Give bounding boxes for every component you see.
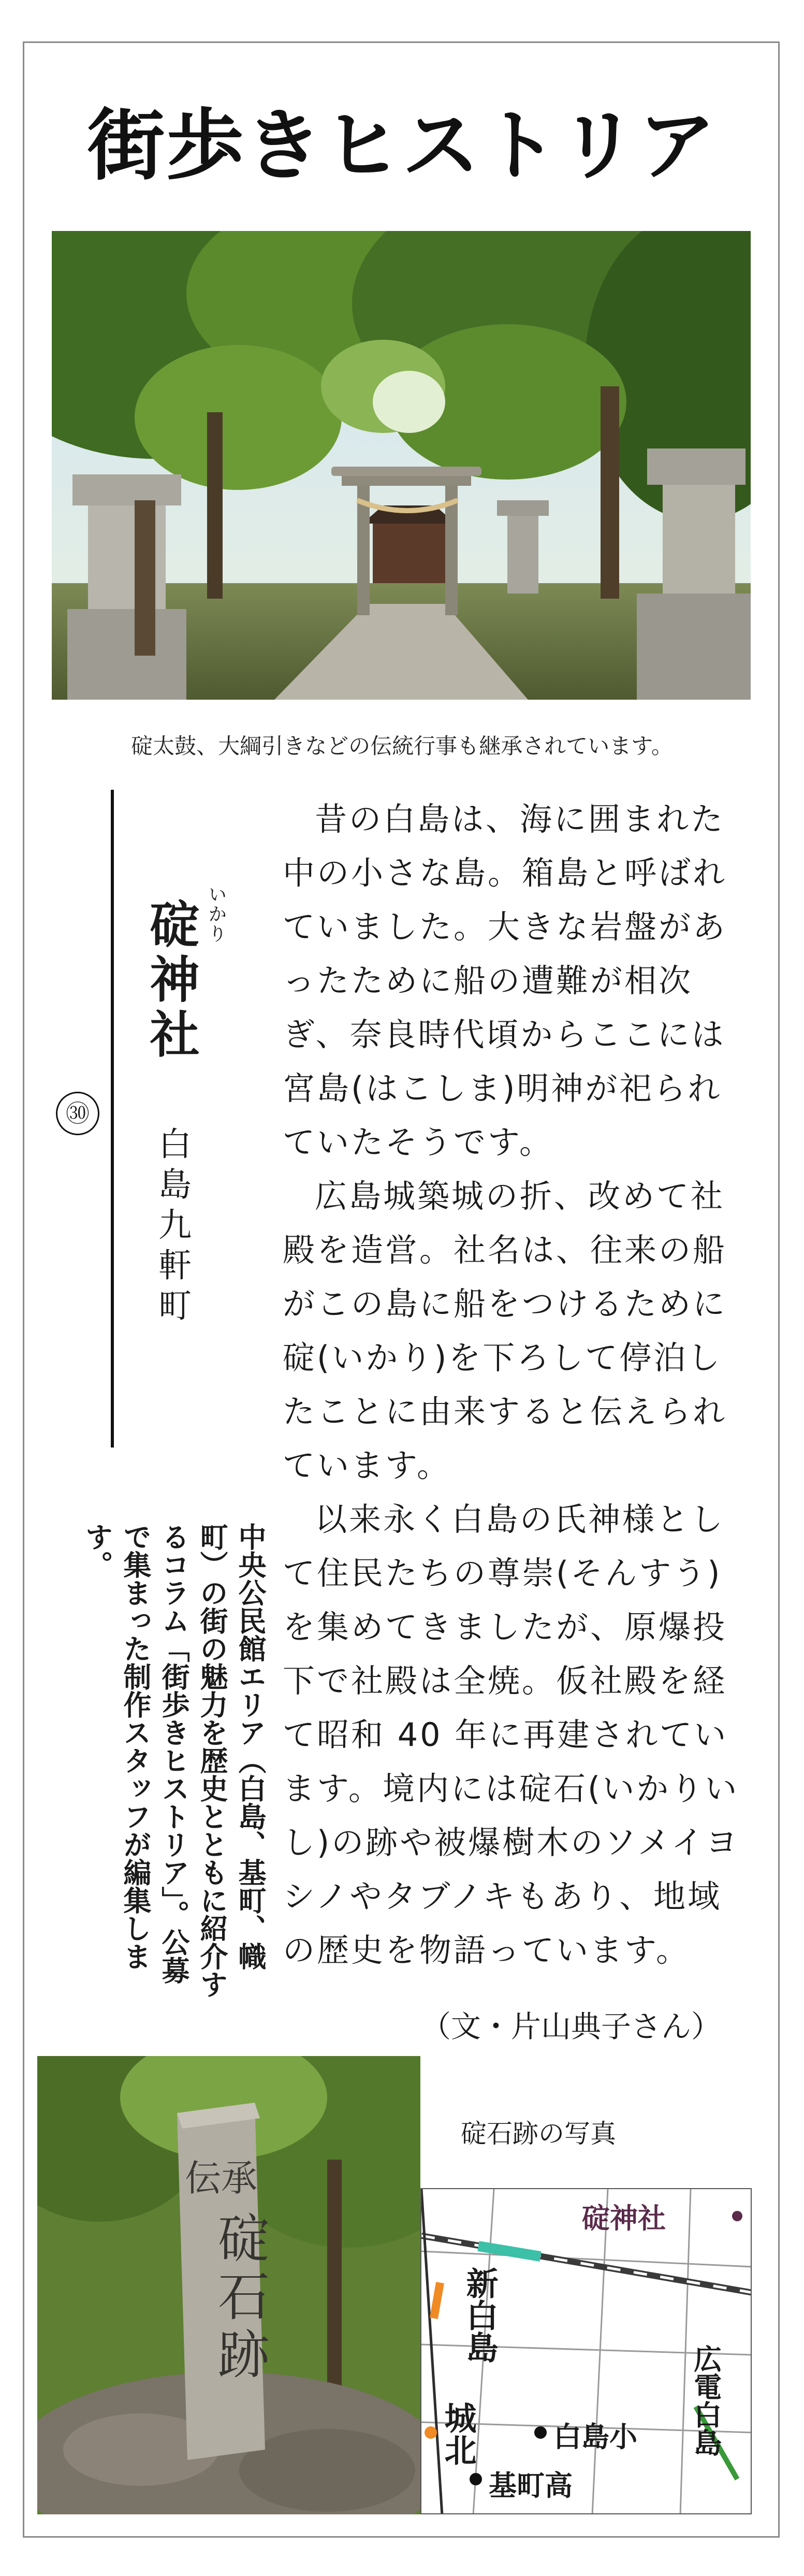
area-map <box>420 2188 752 2514</box>
map-label-hiroden-hakushima: 広電白島 <box>689 2345 722 2456</box>
map-label-shrine: 碇神社 <box>582 2202 666 2235</box>
map-label-hakushima-elementary: 白島小 <box>553 2421 637 2453</box>
top-photo-caption: 碇太鼓、大綱引きなどの伝統行事も継承されています。 <box>131 733 673 759</box>
anchor-stone-photo <box>37 2056 420 2514</box>
shrine-name-ruby: いかり <box>206 885 227 944</box>
article-paragraph: 広島城築城の折、改めて社殿を造営。社名は、往来の船がこの島に船をつけるために碇(いかり)を下ろして停泊したことに由来すると伝えられています。 <box>283 1177 727 1484</box>
shrine-gate-photo <box>52 231 751 700</box>
map-label-jokita: 城北 <box>439 2401 477 2466</box>
map-label-shinhakushima: 新白島 <box>461 2267 499 2363</box>
svg-text:伝承: 伝承 <box>185 2157 257 2199</box>
column-intro: 中央公民館エリア（白島、基町、幟町）の街の魅力を歴史とともに紹介するコラム「街歩きヒストリア」。公募で集まった制作スタッフが編集します。 <box>81 1523 267 1998</box>
stone-inscription: 碇石跡 <box>209 2211 270 2385</box>
article-paragraph: 昔の白島は、海に囲まれた中の小さな島。箱島と呼ばれていました。大きな岩盤があったために船の遭難が相次ぎ、奈良時代頃からここには宮島(はこしま)明神が祀られていたそうです。 <box>283 800 727 1161</box>
map-label-motomachi-high: 基町高 <box>489 2469 573 2502</box>
column-number: ㉚ <box>56 1092 99 1135</box>
page-title: 街歩きヒストリア <box>87 100 717 191</box>
bottom-photo-caption: 碇石跡の写真 <box>461 2119 616 2149</box>
article-paragraph: 以来永く白島の氏神様として住民たちの尊崇(そんすう)を集めてきましたが、原爆投下で社殿は全焼。仮社殿を経て昭和 40 年に再建されています。境内には碇石(いかりいし)の跡や被爆樹木のソメイヨシノやタブノキもあり、地域の歴史を物語っています。 <box>283 1500 740 1969</box>
article-credit: （文・片山典子さん） <box>420 2009 721 2044</box>
article-body <box>283 792 749 1977</box>
title-divider-line <box>111 790 114 1448</box>
shrine-address: 白島九軒町 <box>153 1126 191 1328</box>
shrine-name: 碇神社 <box>142 899 200 1063</box>
